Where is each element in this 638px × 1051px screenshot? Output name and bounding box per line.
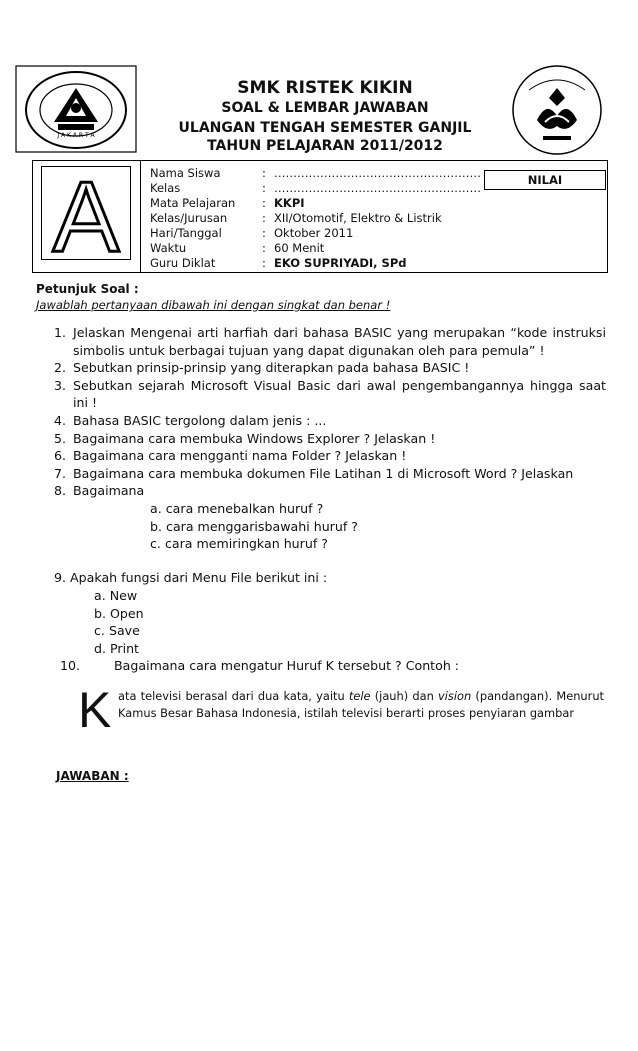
sub-item: c. Save [94, 623, 140, 639]
header-line-4: TAHUN PELAJARAN 2011/2012 [207, 138, 443, 154]
example-paragraph: ata televisi berasal dari dua kata, yaitu tele (jauh) dan vision (pandangan). Menurut Kamus Besar Bahasa Indonesia, istilah televisi berarti proses penyiaran gambar [118, 689, 605, 720]
info-row: Kelas : ……………………………………………… [150, 181, 481, 195]
sub-item: b. cara menggarisbawahi huruf ? [150, 518, 358, 534]
info-row: Nama Siswa : ……………………………………………… [150, 166, 481, 180]
question-item: 3. Sebutkan sejarah Microsoft Visual Basic dari awal pengembangannya hingga saat ini ! [54, 377, 606, 411]
info-row: Hari/Tanggal : Oktober 2011 [150, 226, 354, 240]
info-row: Waktu : 60 Menit [150, 241, 325, 255]
sub-item: a. New [94, 588, 138, 603]
tut-wuri-handayani-icon [507, 60, 607, 160]
question-10-text: Bagaimana cara mengatur Huruf K tersebut ? Contoh : [114, 658, 460, 673]
sub-item: c. cara memiringkan huruf ? [150, 536, 328, 552]
school-emblem-icon [14, 64, 138, 154]
q8-sub-list [150, 500, 358, 553]
school-logo [14, 64, 138, 154]
question-item: 1. Jelaskan Mengenai arti harfiah dari bahasa BASIC yang merupakan “kode instruksi simbolis untuk berbagai tujuan yang dapat digunakan oleh para pemula” ! [54, 325, 606, 358]
sub-item: a. cara menebalkan huruf ? [150, 501, 324, 516]
question-item: 5. Bagaimana cara membuka Windows Explorer ? Jelaskan ! [54, 430, 436, 446]
question-item: 6. Bagaimana cara mengganti nama Folder ? Jelaskan ! [54, 448, 407, 464]
info-row: Guru Diklat : EKO SUPRIYADI, SPd [150, 256, 407, 270]
divider-left [32, 160, 33, 272]
exam-version-box [41, 166, 131, 260]
divider-right [607, 160, 608, 272]
svg-text:A: A [52, 167, 120, 259]
drop-cap-letter: K [78, 682, 112, 738]
header-line-3: ULANGAN TENGAH SEMESTER GANJIL [178, 120, 472, 136]
question-item: 7. Bagaimana cara membuka dokumen File Latihan 1 di Microsoft Word ? Jelaskan [54, 465, 574, 481]
instructions-text: Jawablah pertanyaan dibawah ini dengan singkat dan benar ! [36, 298, 391, 312]
q9-sub-list [94, 587, 144, 657]
class-field[interactable]: ……………………………………………… [274, 181, 481, 195]
divider-mid [140, 160, 141, 272]
sub-item: d. Print [94, 640, 139, 656]
info-row: Kelas/Jurusan : XII/Otomotif, Elektro & Listrik [150, 211, 442, 225]
score-box: NILAI [484, 170, 606, 190]
tut-wuri-logo [507, 60, 607, 160]
instructions-heading: Petunjuk Soal : [36, 282, 139, 296]
question-list [54, 324, 606, 500]
svg-text:J A K A R T A: J A K A R T A [57, 132, 95, 139]
question-9: 9. Apakah fungsi dari Menu File berikut ini : [54, 570, 328, 585]
info-row: Mata Pelajaran : KKPI [150, 196, 305, 210]
exam-version-letter [42, 167, 130, 259]
divider-bottom [32, 272, 608, 273]
header-line-2: SOAL & LEMBAR JAWABAN [221, 100, 429, 116]
divider-top [32, 160, 608, 161]
question-item: 8. Bagaimana [54, 483, 145, 499]
answer-heading: JAWABAN : [56, 769, 129, 783]
school-name: SMK RISTEK KIKIN [237, 78, 413, 98]
question-item: 2. Sebutkan prinsip-prinsip yang diterapkan pada bahasa BASIC ! [54, 360, 470, 376]
question-10-number: 10. [60, 658, 81, 673]
question-item: 4. Bahasa BASIC tergolong dalam jenis : ... [54, 412, 327, 428]
student-info [150, 166, 481, 271]
name-field[interactable]: ……………………………………………… [274, 166, 481, 180]
sub-item: b. Open [94, 605, 144, 621]
